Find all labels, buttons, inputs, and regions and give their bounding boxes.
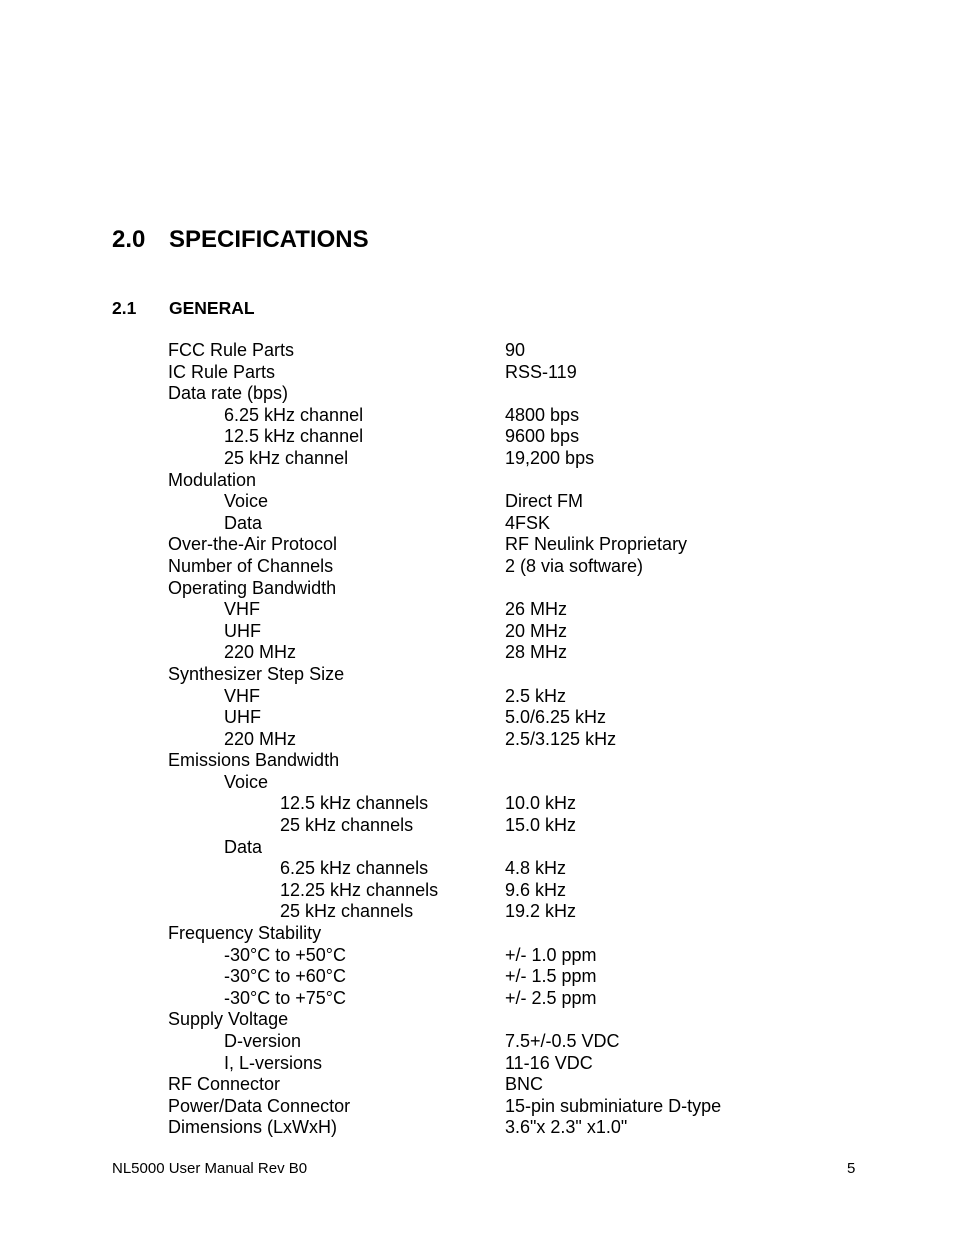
- spec-value: +/- 1.5 ppm: [505, 966, 597, 987]
- spec-row: [0, 642, 954, 664]
- spec-value: 2.5/3.125 kHz: [505, 728, 617, 749]
- spec-label: Modulation: [168, 469, 257, 490]
- spec-label: 12.5 kHz channels: [280, 793, 429, 814]
- spec-row: [0, 362, 954, 384]
- spec-value: RSS-119: [505, 361, 577, 382]
- spec-label: D-version: [224, 1031, 302, 1051]
- spec-value: 9600 bps: [505, 426, 580, 447]
- spec-label: Data rate (bps): [168, 383, 289, 404]
- spec-value: BNC: [505, 1074, 544, 1095]
- spec-label: 12.25 kHz channels: [280, 879, 439, 900]
- spec-label: Dimensions (LxWxH): [168, 1117, 338, 1138]
- spec-value: 2 (8 via software): [505, 555, 644, 576]
- spec-value: RF Neulink Proprietary: [505, 534, 688, 555]
- spec-label: Number of Channels: [168, 555, 334, 576]
- spec-row: [0, 534, 954, 556]
- spec-row: [0, 1117, 954, 1139]
- spec-row: [0, 901, 954, 923]
- spec-label: Over-the-Air Protocol: [168, 534, 338, 555]
- spec-row: [0, 513, 954, 535]
- spec-row: [0, 686, 954, 708]
- spec-label: 6.25 kHz channels: [280, 858, 429, 879]
- spec-row: [0, 664, 954, 686]
- spec-label: Operating Bandwidth: [168, 577, 337, 598]
- spec-row: [0, 621, 954, 643]
- spec-row: [0, 966, 954, 988]
- spec-label: Synthesizer Step Size: [168, 663, 345, 684]
- spec-row: [0, 837, 954, 859]
- spec-label: Voice: [224, 771, 269, 792]
- spec-row: [0, 858, 954, 880]
- spec-value: 5.0/6.25 kHz: [505, 707, 607, 728]
- spec-row: [0, 880, 954, 902]
- spec-row: [0, 556, 954, 578]
- spec-label: UHF: [224, 620, 261, 641]
- spec-label: Frequency Stability: [168, 923, 322, 944]
- spec-label: -30°C to +75°C: [224, 987, 346, 1008]
- section-heading: [112, 226, 369, 254]
- spec-value: 26 MHz: [505, 599, 568, 620]
- subsection-number: 2.1: [112, 298, 137, 318]
- spec-label: FCC Rule Parts: [168, 340, 295, 360]
- spec-value: +/- 2.5 ppm: [505, 987, 597, 1008]
- spec-value: 4800 bps: [505, 404, 580, 425]
- spec-row: [0, 1074, 954, 1096]
- spec-row: [0, 405, 954, 427]
- spec-row: [0, 793, 954, 815]
- spec-label: Data: [224, 512, 263, 533]
- spec-row: [0, 729, 954, 751]
- spec-label: Emissions Bandwidth: [168, 750, 340, 771]
- spec-row: [0, 988, 954, 1010]
- spec-value: 90: [505, 340, 526, 360]
- spec-label: 25 kHz channel: [224, 447, 349, 468]
- spec-row: [0, 470, 954, 492]
- spec-value: 4.8 kHz: [505, 858, 567, 879]
- spec-value: +/- 1.0 ppm: [505, 944, 597, 965]
- spec-row: [0, 340, 954, 362]
- spec-value: 10.0 kHz: [505, 793, 577, 814]
- spec-row: [0, 707, 954, 729]
- spec-value: 11-16 VDC: [505, 1052, 593, 1073]
- footer-document-title: NL5000 User Manual Rev B0: [112, 1160, 308, 1177]
- section-number: 2.0: [112, 226, 146, 253]
- spec-value: Direct FM: [505, 491, 583, 512]
- spec-value: 19.2 kHz: [505, 901, 577, 922]
- spec-label: 25 kHz channels: [280, 901, 414, 922]
- spec-value: 20 MHz: [505, 620, 568, 641]
- spec-label: Voice: [224, 491, 269, 512]
- spec-row: [0, 923, 954, 945]
- spec-label: I, L-versions: [224, 1052, 323, 1073]
- spec-row: [0, 815, 954, 837]
- spec-label: VHF: [224, 685, 260, 706]
- spec-value: 3.6"x 2.3" x1.0": [505, 1117, 628, 1138]
- spec-row: [0, 772, 954, 794]
- spec-value: 15-pin subminiature D-type: [505, 1095, 722, 1116]
- spec-row: [0, 1096, 954, 1118]
- spec-row: [0, 578, 954, 600]
- spec-row: [0, 599, 954, 621]
- spec-row: [0, 426, 954, 448]
- section-title: SPECIFICATIONS: [169, 226, 369, 253]
- spec-row: [0, 1053, 954, 1075]
- spec-label: Supply Voltage: [168, 1009, 289, 1030]
- spec-value: 15.0 kHz: [505, 815, 577, 836]
- spec-value: 2.5 kHz: [505, 685, 567, 706]
- spec-label: Power/Data Connector: [168, 1095, 351, 1116]
- spec-value: 7.5+/-0.5 VDC: [505, 1031, 620, 1051]
- spec-label: 12.5 kHz channel: [224, 426, 364, 447]
- spec-value: 9.6 kHz: [505, 879, 567, 900]
- spec-label: VHF: [224, 599, 260, 620]
- subsection-title: GENERAL: [169, 298, 255, 318]
- spec-label: -30°C to +60°C: [224, 966, 346, 987]
- spec-label: 220 MHz: [224, 728, 297, 749]
- spec-label: Data: [224, 836, 263, 857]
- spec-value: 28 MHz: [505, 642, 568, 663]
- spec-row: [0, 750, 954, 772]
- spec-label: 25 kHz channels: [280, 815, 414, 836]
- spec-value: 19,200 bps: [505, 447, 595, 468]
- spec-row: [0, 383, 954, 405]
- spec-label: IC Rule Parts: [168, 361, 276, 382]
- spec-row: [0, 448, 954, 470]
- spec-row: [0, 945, 954, 967]
- subsection-heading: [112, 298, 255, 319]
- spec-list: [0, 340, 954, 1139]
- spec-label: 6.25 kHz channel: [224, 404, 364, 425]
- spec-label: UHF: [224, 707, 261, 728]
- spec-label: 220 MHz: [224, 642, 297, 663]
- spec-row: [0, 1031, 954, 1053]
- spec-label: RF Connector: [168, 1074, 281, 1095]
- spec-value: 4FSK: [505, 512, 551, 533]
- spec-row: [0, 1009, 954, 1031]
- spec-label: -30°C to +50°C: [224, 944, 346, 965]
- page-number: 5: [847, 1160, 856, 1177]
- spec-row: [0, 491, 954, 513]
